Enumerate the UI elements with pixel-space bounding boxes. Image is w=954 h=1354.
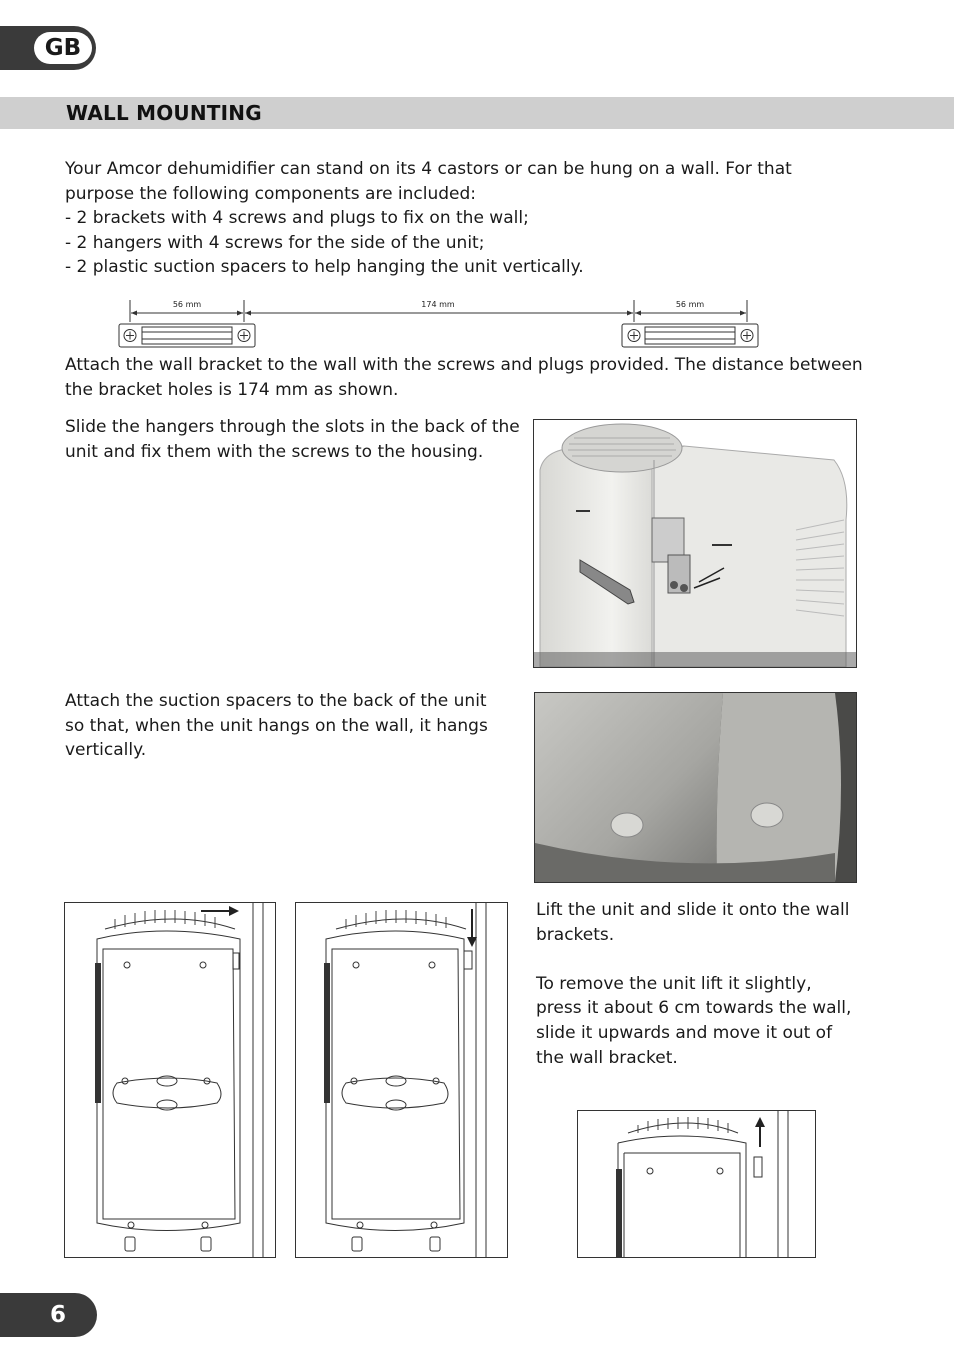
lift-unit-text: Lift the unit and slide it onto the wall brackets. — [536, 900, 850, 945]
unit-back-diagram-hang — [295, 902, 508, 1258]
section-header — [0, 97, 954, 129]
unit-remove-diagram — [577, 1110, 816, 1258]
intro-line: Your Amcor dehumidifier can stand on its 4 castors or can be hung on a wall. For that purpose the following components are included: — [65, 159, 792, 204]
intro-item: - 2 brackets with 4 screws and plugs to fix on the wall; — [65, 208, 529, 229]
section-title: WALL MOUNTING — [66, 101, 262, 125]
intro-text — [65, 157, 845, 280]
bracket-dimension-diagram — [116, 294, 764, 352]
instructions-text — [536, 898, 861, 1070]
suction-spacers-text: Attach the suction spacers to the back of the unit so that, when the unit hangs on the wall, it hangs vertically. — [65, 691, 488, 761]
language-label: GB — [34, 32, 92, 64]
intro-item: - 2 plastic suction spacers to help hanging the unit vertically. — [65, 257, 584, 278]
dimension-label-left: 56 mm — [172, 300, 202, 309]
suction-spacer-photo — [534, 692, 857, 883]
language-tab — [0, 26, 96, 70]
wall-bracket-right — [622, 324, 758, 347]
hanger-photo — [533, 419, 857, 668]
slide-hangers-text: Slide the hangers through the slots in the back of the unit and fix them with the screws to the housing. — [65, 417, 520, 462]
unit-back-diagram-slide — [64, 902, 276, 1258]
page-number: 6 — [50, 1302, 67, 1328]
remove-unit-text: To remove the unit lift it slightly, press it about 6 cm towards the wall, slide it upwards and move it out of the wall bracket. — [536, 973, 852, 1068]
dimension-label-middle: 174 mm — [421, 300, 455, 309]
intro-item: - 2 hangers with 4 screws for the side of the unit; — [65, 232, 485, 253]
wall-bracket-left — [119, 324, 255, 347]
page-number-tab — [0, 1293, 97, 1337]
dimension-label-right: 56 mm — [675, 300, 705, 309]
attach-bracket-text: Attach the wall bracket to the wall with the screws and plugs provided. The distance between the bracket holes is 174 mm as shown. — [65, 355, 863, 400]
